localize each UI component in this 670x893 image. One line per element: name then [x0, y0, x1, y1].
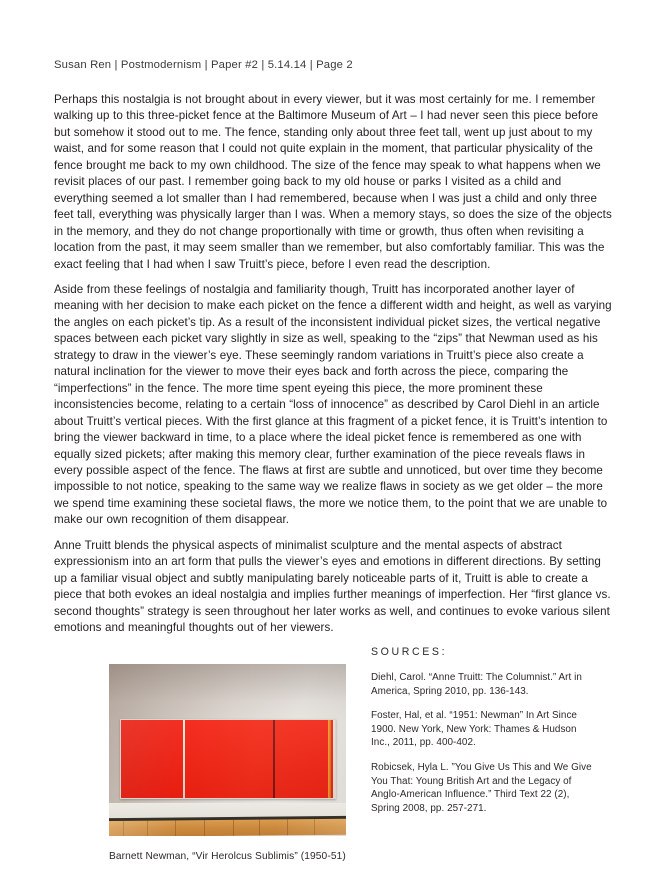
figure-newman-painting	[109, 664, 346, 864]
citation-item: Foster, Hal, et al. “1951: Newman” In Art Since 1900. New York, New York: Thames & Hudson Inc., 2011, pp. 400-402.	[371, 710, 577, 749]
zip-light	[183, 720, 185, 798]
zip-dark	[273, 720, 275, 798]
body-text-column	[54, 92, 617, 637]
citation-item: Robicsek, Hyla L. ”You Give Us This and We Give You That: Young British Art and the Legacy of Anglo-American Influence.” Third Text 22 (2), Spring 2008, pp. 257-271.	[371, 761, 592, 814]
artwork-photo	[109, 664, 346, 836]
page-header-line: Susan Ren | Postmodernism | Paper #2 | 5.14.14 | Page 2	[54, 59, 353, 71]
zip-edge	[333, 720, 336, 798]
floor-sheen	[109, 819, 346, 836]
sources-heading: SOURCES:	[371, 646, 448, 658]
figure-caption: Barnett Newman, “Vir Herolcus Sublimis” (1950-51)	[109, 851, 346, 862]
wooden-floor	[109, 819, 346, 836]
zip-warm	[328, 720, 331, 798]
lower-section	[0, 612, 670, 893]
citation-item: Diehl, Carol. “Anne Truitt: The Columnist.” Art in America, Spring 2010, pp. 136-143.	[371, 672, 582, 697]
painting-frame	[120, 719, 336, 799]
sources-section	[371, 646, 596, 815]
paragraph: Anne Truitt blends the physical aspects of minimalist sculpture and the mental aspects of abstract expressionism into an art form that pulls the viewer’s eyes and emotions in different directions. By setting up a familiar visual object and subtly manipulating barely noticeable parts of it, Truitt is able to create a piece that both evokes an ideal nostalgia and implies further meanings of imperfection. Her “first glance vs. second thoughts” strategy is seen throughout her later works as well, and continues to evoke various silent emotions and meaningful thoughts out of her viewers.	[54, 538, 611, 635]
wall-shadow	[109, 664, 346, 722]
paragraph: Perhaps this nostalgia is not brought about in every viewer, but it was most certainly for me. I remember walking up to this three-picket fence at the Baltimore Museum of Art – I had never seen this piece before but somehow it stood out to me. The fence, standing only about three feet tall, went up just about to my waist, and for some reason that I could not quite explain in the moment, that particular physicality of the fence brought me back to my own childhood. The size of the fence may speak to what happens when we revisit places of our past. I remember going back to my old house or parks I visited as a child and everything seemed a lot smaller than I had remembered, because when I was just a child and only three feet tall, everything was physically larger than I was. When a memory stays, so does the size of the objects in the memory, and they do not change proportionally with time or growth, thus often when revisiting a location from the past, it may seem smaller than we remember, but also comfortably familiar. This was the exact feeling that I had when I saw Truitt’s piece, before I even read the description.	[54, 93, 612, 271]
paragraph: Aside from these feelings of nostalgia and familiarity though, Truitt has incorporated another layer of meaning with her decision to make each picket on the fence a different width and height, as well as varying the angles on each picket’s tip. As a result of the inconsistent individual picket sizes, the vertical negative spaces between each picket vary slightly in size as well, speaking to the “zips” that Newman used as his strategy to draw in the viewer’s eye. These seemingly random variations in Truitt’s piece also create a natural inclination for the viewer to move their eyes back and forth across the piece, comparing the “imperfections” in the fence. The more time spent eyeing this piece, the more prominent these inconsistencies become, relating to a certain “loss of innocence” as described by Carol Diehl in an article about Truitt’s vertical pieces. With the first glance at this fragment of a picket fence, it is Truitt’s intention to bring the viewer backward in time, to a place where the ideal picket fence is remembered as one with equally sized pickets; after making this memory clear, further examination of the piece reveals flaws in every possible aspect of the fence. The flaws at first are subtle and unnoticed, but over time they become impossible to not notice, speaking to the same way we realize flaws in society as we get older – the more we spend time examining these societal flaws, the more we notice them, to the point that we are unable to make our own recognition of them disappear.	[54, 282, 612, 527]
red-painting-canvas	[121, 720, 335, 798]
